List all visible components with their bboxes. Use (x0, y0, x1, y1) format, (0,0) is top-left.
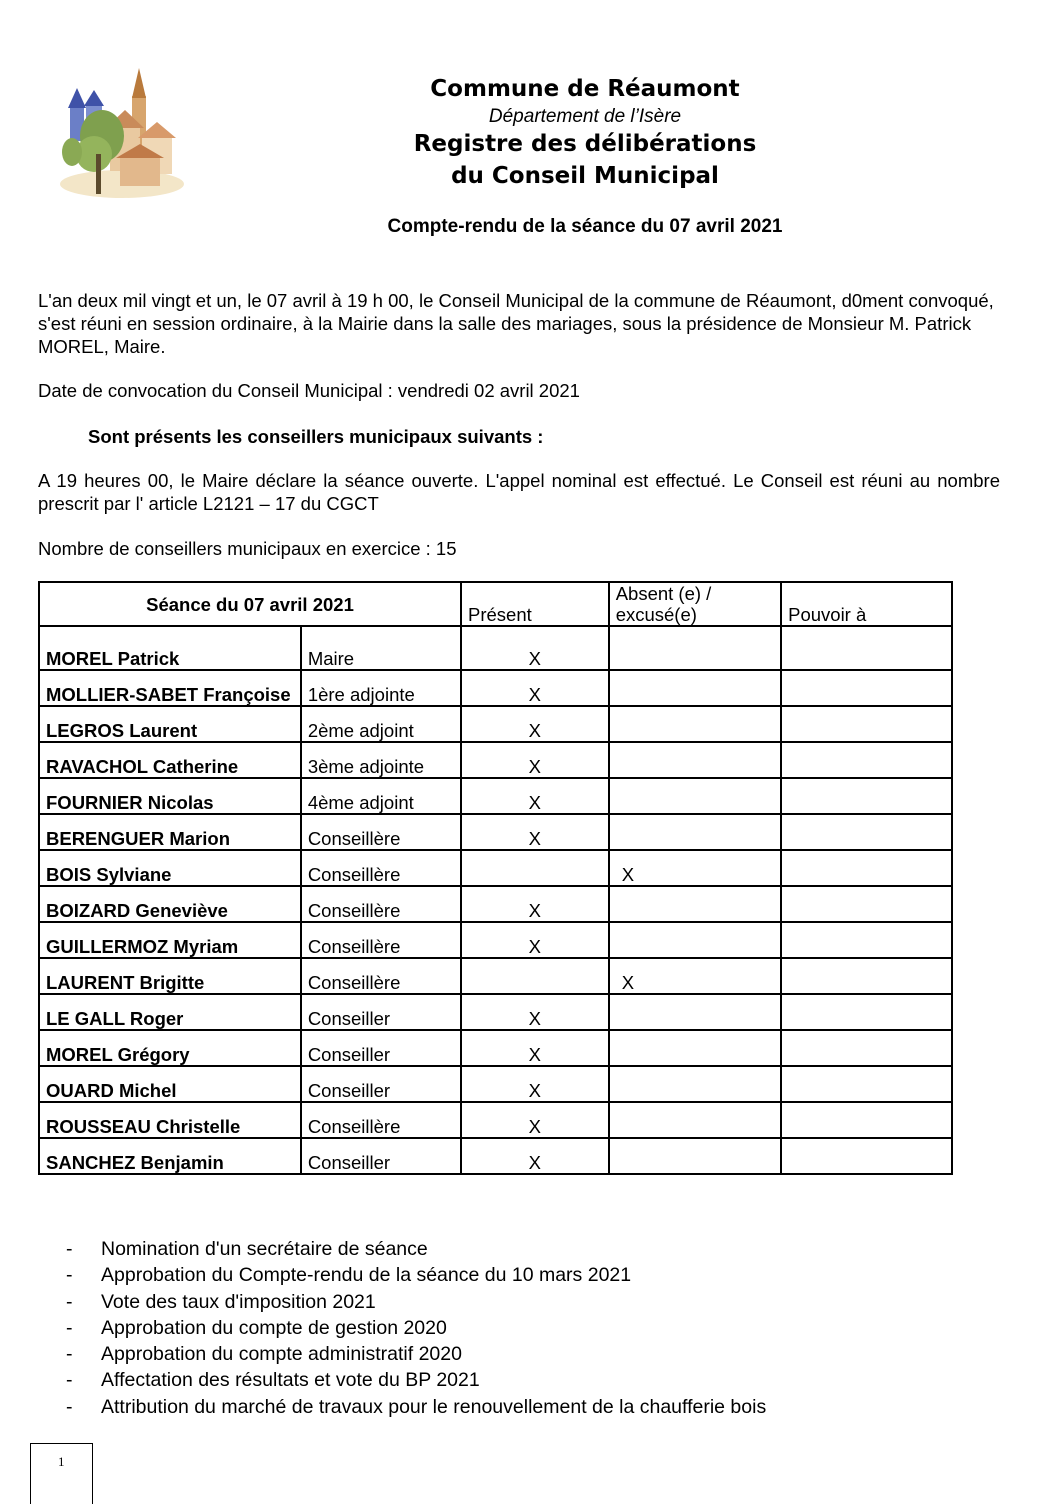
pouvoir-cell (781, 1030, 952, 1066)
compte-rendu-title: Compte-rendu de la séance du 07 avril 2021 (387, 216, 783, 237)
agenda-dash: - (66, 1369, 73, 1392)
table-row (39, 778, 952, 814)
member-name: MOLLIER-SABET Françoise (39, 670, 301, 706)
pouvoir-cell (781, 706, 952, 742)
pouvoir-cell (781, 1102, 952, 1138)
agenda-item (66, 1315, 766, 1341)
present-mark: X (461, 814, 609, 850)
agenda-dash: - (66, 1238, 73, 1260)
header-present: Présent (461, 582, 609, 626)
absent-mark (609, 1030, 781, 1066)
agenda-dash: - (66, 1264, 73, 1287)
member-name: BOIS Sylviane (39, 850, 301, 886)
attendance-header-row (39, 582, 952, 626)
absent-mark (609, 778, 781, 814)
present-mark (461, 958, 609, 994)
present-mark: X (461, 670, 609, 706)
absent-mark (609, 670, 781, 706)
agenda-item (66, 1367, 766, 1393)
agenda-dash: - (66, 1290, 73, 1313)
pouvoir-cell (781, 670, 952, 706)
present-mark: X (461, 706, 609, 742)
present-mark (461, 850, 609, 886)
member-role: Conseillère (301, 922, 461, 958)
member-role: 3ème adjointe (301, 742, 461, 778)
agenda-item-text: Approbation du compte de gestion 2020 (101, 1316, 447, 1339)
table-row (39, 1066, 952, 1102)
agenda-item-text: Approbation du compte administratif 2020 (101, 1343, 462, 1366)
member-role: Maire (301, 626, 461, 670)
absent-mark (609, 1102, 781, 1138)
present-mark: X (461, 1138, 609, 1174)
agenda-item-text: Nomination d'un secrétaire de séance (101, 1238, 428, 1260)
appel-paragraph: A 19 heures 00, le Maire déclare la séance ouverte. L'appel nominal est effectué. Le Conseil est réuni au nombre prescrit par l' article L2121 – 17 du CGCT (38, 470, 1000, 514)
absent-mark (609, 922, 781, 958)
absent-mark (609, 706, 781, 742)
intro-paragraph: L'an deux mil vingt et un, le 07 avril à 19 h 00, le Conseil Municipal de la commune de Réaumont, d0ment convoqué, s'est réuni en session ordinaire, à la Mairie dans la salle des mariages, sous la présidence de Monsieur M. Patrick MOREL, Maire. (38, 290, 994, 357)
header-pouvoir: Pouvoir à (781, 582, 952, 626)
absent-mark: X (609, 958, 781, 994)
pouvoir-cell (781, 994, 952, 1030)
table-row (39, 1030, 952, 1066)
member-role: 1ère adjointe (301, 670, 461, 706)
agenda-item (66, 1289, 766, 1315)
agenda-item (66, 1262, 766, 1288)
table-row (39, 742, 952, 778)
member-role: Conseiller (301, 1030, 461, 1066)
table-row (39, 814, 952, 850)
page-number-box (30, 1443, 93, 1504)
member-role: Conseiller (301, 994, 461, 1030)
absent-mark (609, 886, 781, 922)
agenda-item (66, 1341, 766, 1367)
agenda-dash: - (66, 1343, 73, 1366)
present-mark: X (461, 1102, 609, 1138)
agenda-item (66, 1236, 766, 1262)
absent-mark: X (609, 850, 781, 886)
attendance-table (38, 581, 953, 1175)
member-name: FOURNIER Nicolas (39, 778, 301, 814)
member-name: MOREL Grégory (39, 1030, 301, 1066)
pouvoir-cell (781, 1066, 952, 1102)
absent-mark (609, 1138, 781, 1174)
absent-mark (609, 1066, 781, 1102)
member-name: GUILLERMOZ Myriam (39, 922, 301, 958)
member-name: MOREL Patrick (39, 626, 301, 670)
commune-logo-illustration (50, 66, 190, 206)
table-row (39, 1138, 952, 1174)
member-role: Conseiller (301, 1066, 461, 1102)
member-name: LEGROS Laurent (39, 706, 301, 742)
member-role: Conseiller (301, 1138, 461, 1174)
table-row (39, 706, 952, 742)
agenda-list (66, 1236, 766, 1420)
present-mark: X (461, 778, 609, 814)
present-mark: X (461, 1066, 609, 1102)
member-role: 2ème adjoint (301, 706, 461, 742)
agenda-item (66, 1394, 766, 1420)
table-row (39, 958, 952, 994)
member-name: ROUSSEAU Christelle (39, 1102, 301, 1138)
member-role: Conseillère (301, 850, 461, 886)
table-row (39, 670, 952, 706)
present-mark: X (461, 886, 609, 922)
member-name: BERENGUER Marion (39, 814, 301, 850)
table-row (39, 1102, 952, 1138)
absent-mark (609, 742, 781, 778)
member-role: 4ème adjoint (301, 778, 461, 814)
present-mark: X (461, 742, 609, 778)
member-role: Conseillère (301, 958, 461, 994)
table-row (39, 922, 952, 958)
pouvoir-cell (781, 778, 952, 814)
pouvoir-cell (781, 886, 952, 922)
pouvoir-cell (781, 1138, 952, 1174)
agenda-dash: - (66, 1395, 73, 1418)
header-absent: Absent (e) / excusé(e) (609, 582, 781, 626)
present-mark: X (461, 626, 609, 670)
member-name: SANCHEZ Benjamin (39, 1138, 301, 1174)
agenda-dash: - (66, 1316, 73, 1339)
attendance-body (39, 626, 952, 1174)
page-number: 1 (58, 1454, 65, 1469)
table-row (39, 994, 952, 1030)
member-name: BOIZARD Geneviève (39, 886, 301, 922)
absent-mark (609, 626, 781, 670)
member-name: LAURENT Brigitte (39, 958, 301, 994)
pouvoir-cell (781, 742, 952, 778)
departement-subtitle: Département de l’Isère (488, 106, 682, 127)
date-convocation: Date de convocation du Conseil Municipal : vendredi 02 avril 2021 (38, 380, 580, 401)
agenda-item-text: Vote des taux d'imposition 2021 (101, 1290, 376, 1313)
member-name: RAVACHOL Catherine (39, 742, 301, 778)
pouvoir-cell (781, 922, 952, 958)
registre-title-line1: Registre des délibérations (413, 131, 757, 157)
commune-title: Commune de Réaumont (430, 76, 740, 102)
member-name: LE GALL Roger (39, 994, 301, 1030)
member-name: OUARD Michel (39, 1066, 301, 1102)
pouvoir-cell (781, 958, 952, 994)
table-row (39, 626, 952, 670)
pouvoir-cell (781, 850, 952, 886)
table-row (39, 886, 952, 922)
member-role: Conseillère (301, 814, 461, 850)
registre-title-line2: du Conseil Municipal (451, 163, 719, 189)
absent-mark (609, 814, 781, 850)
agenda-item-text: Attribution du marché de travaux pour le renouvellement de la chaufferie bois (101, 1395, 767, 1418)
pouvoir-cell (781, 626, 952, 670)
absent-mark (609, 994, 781, 1030)
nombre-conseillers: Nombre de conseillers municipaux en exercice : 15 (38, 538, 457, 559)
present-mark: X (461, 922, 609, 958)
presents-heading: Sont présents les conseillers municipaux suivants : (88, 426, 544, 447)
pouvoir-cell (781, 814, 952, 850)
table-row (39, 850, 952, 886)
agenda-item-text: Approbation du Compte-rendu de la séance du 10 mars 2021 (101, 1264, 632, 1287)
agenda-item-text: Affectation des résultats et vote du BP 2021 (101, 1369, 480, 1392)
present-mark: X (461, 1030, 609, 1066)
member-role: Conseillère (301, 1102, 461, 1138)
header-seance: Séance du 07 avril 2021 (39, 582, 461, 626)
present-mark: X (461, 994, 609, 1030)
member-role: Conseillère (301, 886, 461, 922)
